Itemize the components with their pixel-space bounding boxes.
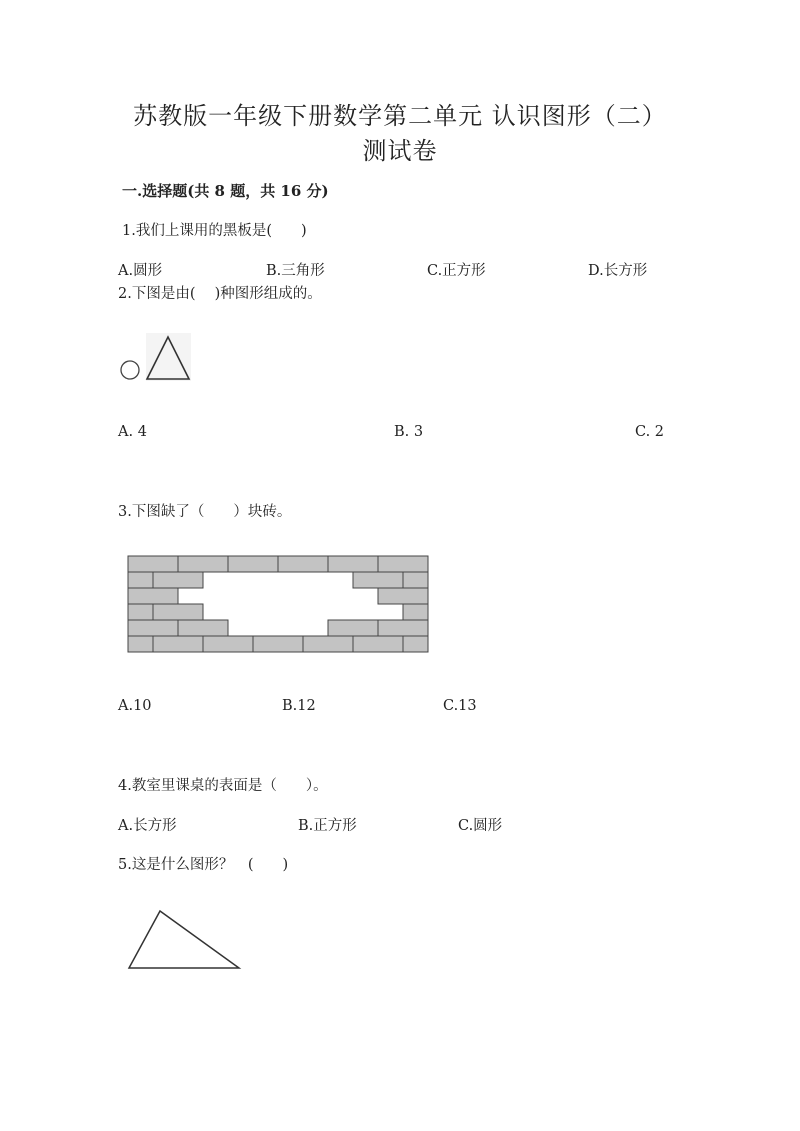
brick — [128, 588, 178, 604]
circle-triangle-figure — [118, 333, 194, 383]
question-2-option-a[interactable]: A. 4 — [118, 424, 147, 440]
page-title: 苏教版一年级下册数学第二单元 认识图形（二） — [133, 102, 667, 130]
section-header: 一.选择题(共 8 题，共 16 分) — [122, 182, 329, 200]
question-3-option-a[interactable]: A.10 — [118, 698, 152, 714]
brick — [178, 620, 228, 636]
question-4-stem: 4.教室里课桌的表面是（ ）。 — [118, 778, 328, 794]
obtuse-triangle-figure — [126, 908, 244, 972]
brick — [178, 556, 228, 572]
figure-background — [146, 333, 191, 381]
question-1-stem: 1.我们上课用的黑板是( ) — [122, 223, 307, 239]
brick — [353, 636, 403, 652]
brick — [378, 588, 428, 604]
brick — [378, 556, 428, 572]
question-3-option-b[interactable]: B.12 — [282, 698, 316, 714]
brick — [128, 636, 153, 652]
brick — [128, 556, 178, 572]
question-2-stem: 2.下图是由( )种图形组成的。 — [118, 286, 322, 302]
question-3-option-c[interactable]: C.13 — [443, 698, 477, 714]
question-4-option-b[interactable]: B.正方形 — [298, 818, 357, 834]
brick — [328, 620, 378, 636]
brick — [403, 604, 428, 620]
question-1-option-a[interactable]: A.圆形 — [118, 263, 163, 279]
brick — [153, 604, 203, 620]
question-1-option-c[interactable]: C.正方形 — [427, 263, 486, 279]
brick — [203, 636, 253, 652]
brick — [328, 556, 378, 572]
question-1-option-b[interactable]: B.三角形 — [266, 263, 325, 279]
brick — [128, 572, 153, 588]
brick — [353, 572, 403, 588]
brick — [303, 636, 353, 652]
brick — [128, 620, 178, 636]
question-4-option-c[interactable]: C.圆形 — [458, 818, 503, 834]
brick — [253, 636, 303, 652]
question-2-option-c[interactable]: C. 2 — [635, 424, 665, 440]
brick — [153, 572, 203, 588]
question-2-option-b[interactable]: B. 3 — [394, 424, 424, 440]
brick — [378, 620, 428, 636]
question-3-stem: 3.下图缺了（ ）块砖。 — [118, 504, 292, 520]
triangle-shape — [129, 911, 239, 968]
brick-wall-figure — [127, 555, 429, 652]
brick — [228, 556, 278, 572]
brick — [128, 604, 153, 620]
question-5-stem: 5.这是什么图形？ ( ) — [118, 857, 289, 873]
question-1-option-d[interactable]: D.长方形 — [588, 263, 648, 279]
question-4-option-a[interactable]: A.长方形 — [118, 818, 177, 834]
brick — [278, 556, 328, 572]
brick — [403, 636, 428, 652]
page-subtitle: 测试卷 — [362, 137, 438, 165]
brick — [153, 636, 203, 652]
brick — [403, 572, 428, 588]
circle-shape — [121, 361, 139, 379]
